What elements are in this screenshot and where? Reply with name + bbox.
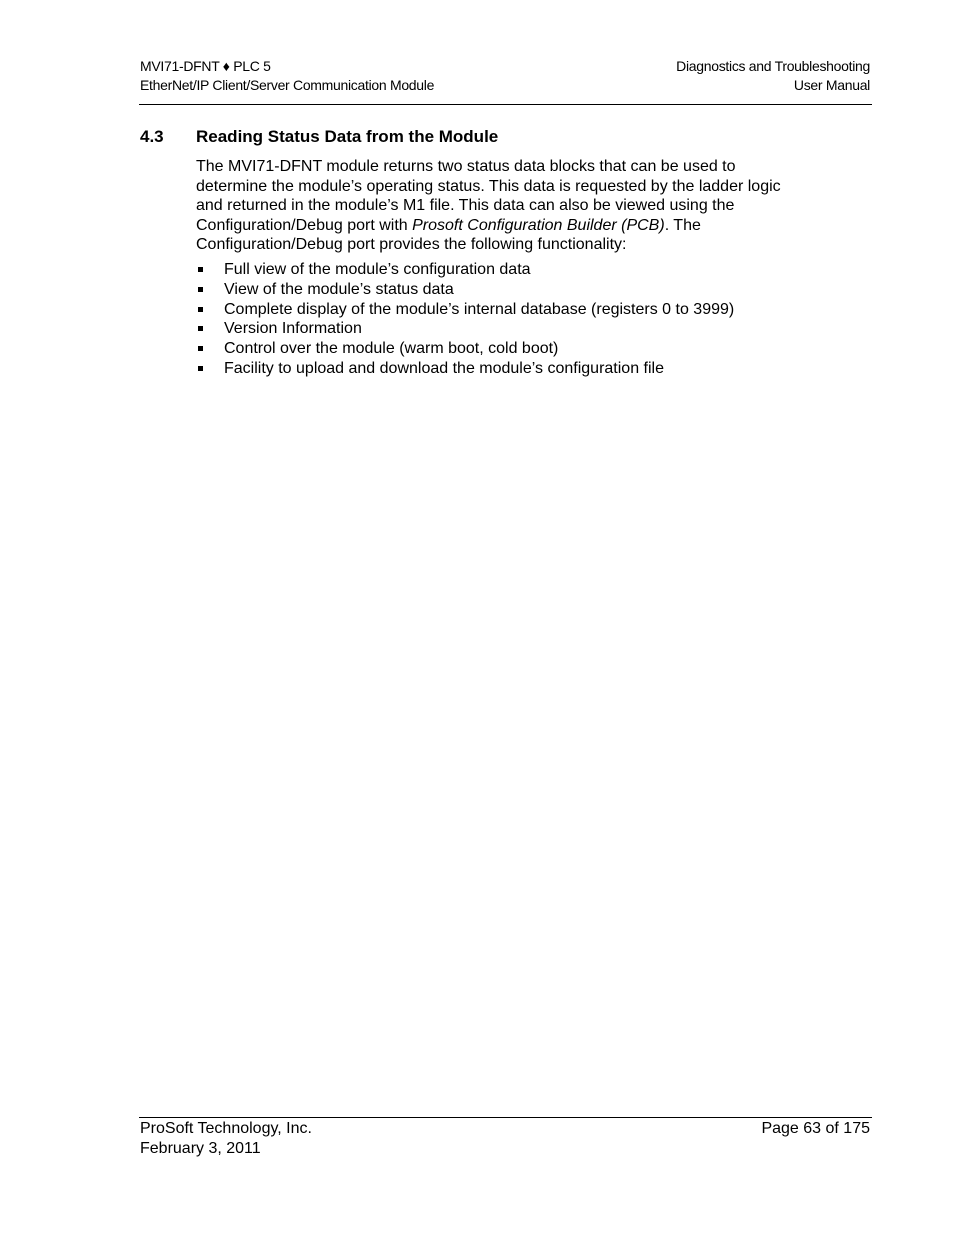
list-item-text: Control over the module (warm boot, cold boot) [224, 340, 559, 358]
section-heading [140, 126, 498, 148]
footer-divider [139, 1117, 872, 1118]
body-text-part1: The MVI71-DFNT module returns two status data blocks that can be used to determine the module’s operating status. This data is requested by the ladder logic and returned in the module’s M1 file. This data can also be viewed using the Configuration/Debug port with [196, 158, 781, 234]
list-item-text: Version Information [224, 320, 362, 338]
functionality-list [196, 260, 836, 379]
list-item-text: Full view of the module’s configuration data [224, 261, 531, 278]
list-item [196, 300, 836, 320]
body-paragraph [196, 157, 796, 255]
footer-company: ProSoft Technology, Inc. [140, 1120, 312, 1137]
square-bullet-icon [198, 287, 203, 292]
header-divider [139, 104, 872, 105]
header-product-line: MVI71-DFNT ♦ PLC 5 [140, 58, 271, 74]
list-item [196, 339, 836, 359]
square-bullet-icon [198, 307, 203, 312]
body-text-italic: Prosoft Configuration Builder (PCB) [412, 216, 665, 234]
header-doc-type: User Manual [793, 77, 870, 93]
header-product-subtitle: EtherNet/IP Client/Server Communication Module [140, 77, 435, 93]
list-item [196, 260, 836, 280]
page-header [140, 57, 870, 105]
footer-date: February 3, 2011 [140, 1139, 261, 1157]
list-item-text: Facility to upload and download the module’s configuration file [224, 359, 664, 377]
header-left [140, 57, 434, 95]
square-bullet-icon [198, 267, 203, 272]
page-number: Page 63 of 175 [761, 1120, 870, 1137]
section-number: 4.3 [140, 127, 164, 146]
list-item [196, 280, 836, 300]
list-item-text: View of the module’s status data [224, 280, 454, 298]
square-bullet-icon [198, 366, 203, 371]
section-title: Reading Status Data from the Module [196, 127, 499, 146]
list-item [196, 319, 836, 339]
footer-right [761, 1119, 870, 1139]
footer-left [140, 1119, 312, 1158]
list-item [196, 359, 836, 379]
header-chapter: Diagnostics and Troubleshooting [676, 58, 870, 74]
header-right [676, 57, 870, 95]
square-bullet-icon [198, 326, 203, 331]
square-bullet-icon [198, 346, 203, 351]
page-footer [140, 1119, 870, 1161]
body-text-part2: . The Configuration/Debug port provides the following functionality: [196, 216, 701, 254]
list-item-text: Complete display of the module’s internal database (registers 0 to 3999) [224, 300, 735, 318]
